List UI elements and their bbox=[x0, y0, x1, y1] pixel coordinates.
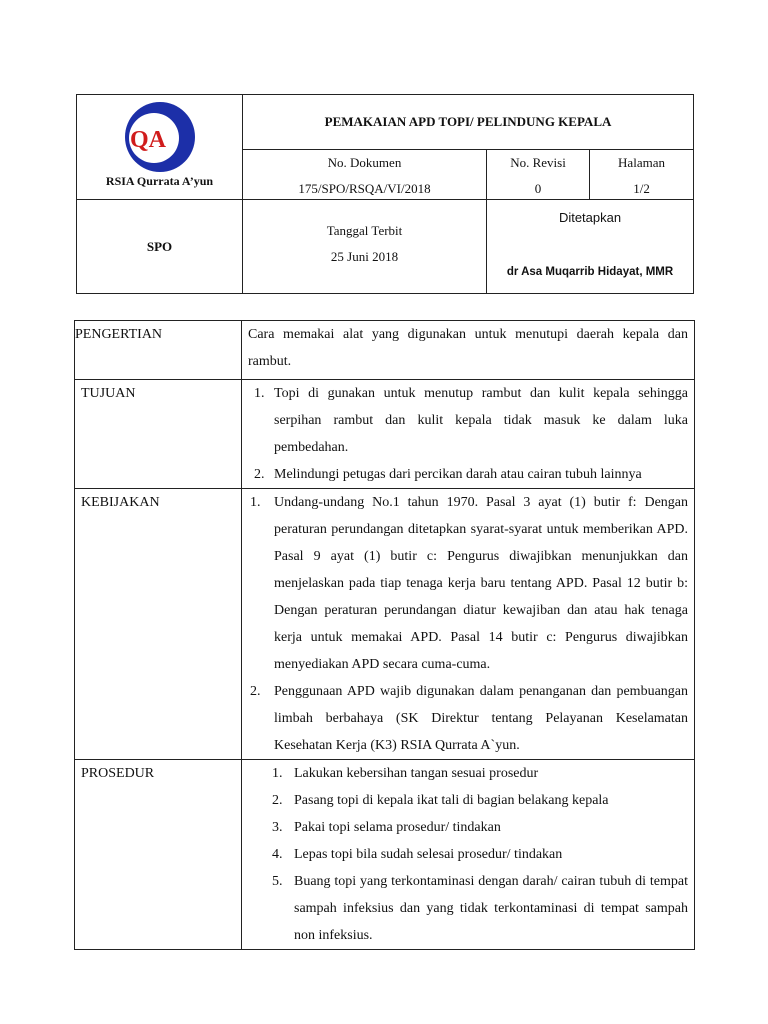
section-label-tujuan: TUJUAN bbox=[75, 380, 242, 489]
revision-cell bbox=[487, 150, 590, 200]
spo-label: SPO bbox=[77, 200, 243, 294]
list-item: 1. Topi di gunakan untuk menutup rambut dan kulit kepala sehingga serpihan rambut dan kulit kepala tidak masuk ke dalam luka pembedahan. bbox=[254, 386, 688, 455]
issue-date-cell bbox=[243, 200, 487, 294]
page-value: 1/2 bbox=[633, 181, 650, 196]
issue-date-value: 25 Juni 2018 bbox=[330, 249, 399, 264]
section-text-pengertian: Cara memakai alat yang digunakan untuk menutupi daerah kepala dan rambut. bbox=[242, 321, 695, 380]
row-pengertian bbox=[75, 321, 695, 380]
list-item: 1. Lakukan kebersihan tangan sesuai prosedur bbox=[272, 766, 539, 781]
list-item: 3. Pakai topi selama prosedur/ tindakan bbox=[272, 820, 501, 835]
list-item: 2. Penggunaan APD wajib digunakan dalam penanganan dan pembuangan limbah berbahaya (SK Direktur tentang Pelayanan Keselamatan Kesehatan Kerja (K3) RSIA Qurrata A`yun. bbox=[250, 684, 688, 753]
approval-cell bbox=[487, 200, 694, 294]
row-kebijakan bbox=[75, 489, 695, 760]
section-content-kebijakan bbox=[242, 489, 695, 760]
section-label-kebijakan: KEBIJAKAN bbox=[75, 489, 242, 760]
approval-label: Ditetapkan bbox=[558, 210, 622, 225]
page-label: Halaman bbox=[618, 155, 665, 170]
list-item: 2. Pasang topi di kepala ikat tali di bagian belakang kepala bbox=[272, 793, 609, 808]
approver-name: dr Asa Muqarrib Hidayat, MMR bbox=[506, 266, 674, 278]
doc-number-label: No. Dokumen bbox=[327, 155, 402, 170]
issue-date-label: Tanggal Terbit bbox=[326, 223, 403, 238]
hospital-name: RSIA Qurrata A’yun bbox=[105, 174, 214, 188]
list-item: 1. Undang-undang No.1 tahun 1970. Pasal 3 ayat (1) butir f: Dengan peraturan perundangan ditetapkan syarat-syarat untuk memberikan APD. Pasal 9 ayat (1) butir c: Pengurus diwajibkan menunjukkan dan menjelaskan pada tiap tenaga kerja baru tentang APD. Pasal 12 butir b: Dengan peraturan perundangan diatur kewajiban dan atau hak tenaga kerja untuk memakai APD. Pasal 14 butir c: Pengurus diwajibkan menyediakan APD secara cuma-cuma. bbox=[250, 495, 688, 672]
logo-cell bbox=[77, 95, 243, 200]
list-item: 4. Lepas topi bila sudah selesai prosedur/ tindakan bbox=[272, 847, 563, 862]
doc-number-value: 175/SPO/RSQA/VI/2018 bbox=[298, 181, 431, 196]
section-content-tujuan bbox=[242, 380, 695, 489]
document-title: PEMAKAIAN APD TOPI/ PELINDUNG KEPALA bbox=[243, 95, 694, 150]
revision-label: No. Revisi bbox=[510, 155, 566, 170]
section-label-prosedur: PROSEDUR bbox=[75, 760, 242, 950]
document-header bbox=[76, 94, 694, 294]
row-prosedur bbox=[75, 760, 695, 950]
hospital-logo bbox=[124, 101, 196, 173]
page-cell bbox=[590, 150, 694, 200]
section-content-prosedur bbox=[242, 760, 695, 950]
procedure-table bbox=[74, 320, 695, 950]
section-label-pengertian: PENGERTIAN bbox=[75, 321, 242, 380]
list-item: 5. Buang topi yang terkontaminasi dengan darah/ cairan tubuh di tempat sampah infeksius dan yang tidak terkontaminasi di tempat sampah non infeksius. bbox=[272, 874, 688, 943]
list-item: 2. Melindungi petugas dari percikan darah atau cairan tubuh lainnya bbox=[254, 467, 642, 482]
logo-text: QA bbox=[130, 127, 166, 153]
row-tujuan bbox=[75, 380, 695, 489]
doc-number-cell bbox=[243, 150, 487, 200]
revision-value: 0 bbox=[534, 181, 542, 196]
